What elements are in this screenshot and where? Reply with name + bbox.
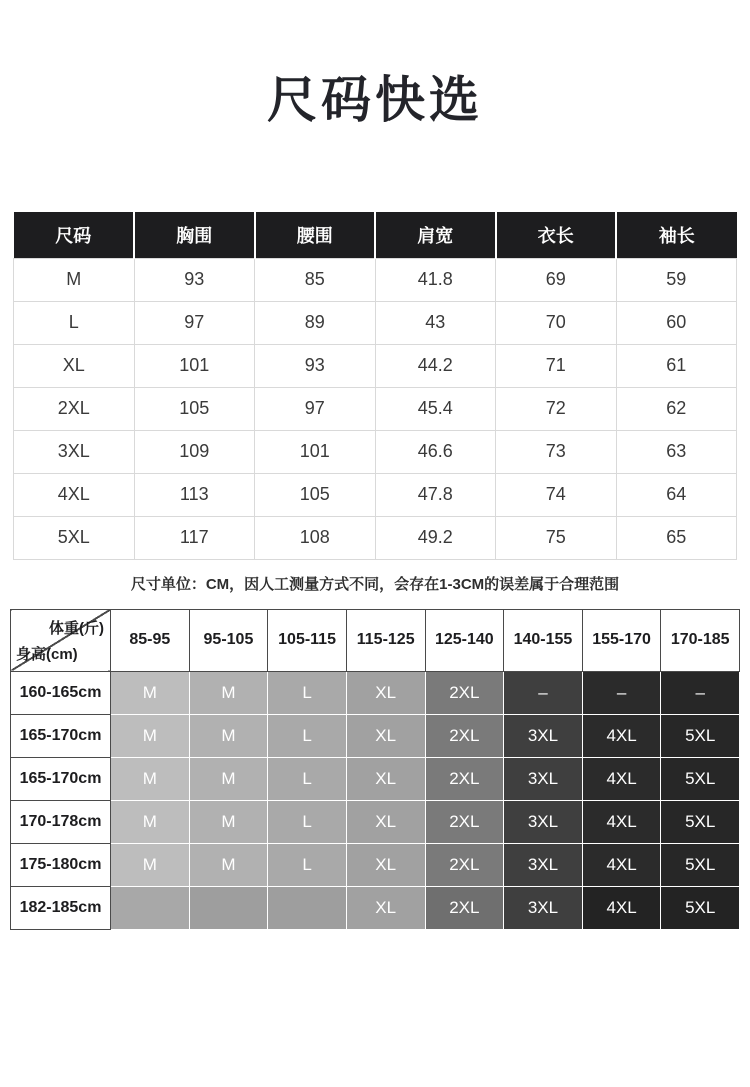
measurement-value-cell: 63 — [616, 430, 737, 473]
recommended-size-cell: 5XL — [661, 714, 740, 757]
measurement-value-cell: 60 — [616, 301, 737, 344]
matrix-header-row — [11, 609, 740, 671]
height-range-header: 170-178cm — [11, 800, 111, 843]
size-label-cell: 4XL — [14, 473, 135, 516]
recommended-size-cell: L — [268, 671, 347, 714]
size-measurements-table — [13, 212, 737, 560]
recommended-size-cell: M — [189, 800, 268, 843]
recommended-size-cell: L — [268, 843, 347, 886]
page-title: 尺码快选 — [267, 72, 483, 128]
recommended-size-cell — [268, 886, 347, 929]
weight-range-header: 140-155 — [504, 609, 583, 671]
matrix-row — [11, 671, 740, 714]
weight-range-header: 95-105 — [189, 609, 268, 671]
recommended-size-cell: XL — [346, 800, 425, 843]
size-table-row — [14, 387, 737, 430]
measurement-value-cell: 108 — [255, 516, 376, 559]
recommended-size-cell: 4XL — [582, 843, 661, 886]
measurement-value-cell: 49.2 — [375, 516, 496, 559]
recommended-size-cell: 4XL — [582, 714, 661, 757]
recommended-size-cell: M — [111, 671, 190, 714]
recommended-size-cell: XL — [346, 886, 425, 929]
measurement-value-cell: 41.8 — [375, 258, 496, 301]
measurement-value-cell: 113 — [134, 473, 255, 516]
size-recommendation-table — [10, 609, 740, 930]
height-range-header: 182-185cm — [11, 886, 111, 929]
height-range-header: 165-170cm — [11, 757, 111, 800]
matrix-row — [11, 886, 740, 929]
recommended-size-cell: XL — [346, 671, 425, 714]
measurement-value-cell: 85 — [255, 258, 376, 301]
size-table-row — [14, 344, 737, 387]
recommended-size-cell: 2XL — [425, 714, 504, 757]
recommended-size-cell: 4XL — [582, 757, 661, 800]
recommended-size-cell: 2XL — [425, 843, 504, 886]
size-table-column-header: 衣长 — [496, 212, 617, 258]
matrix-corner-cell — [11, 609, 111, 671]
recommended-size-cell: M — [111, 757, 190, 800]
size-label-cell: L — [14, 301, 135, 344]
recommended-size-cell: M — [111, 843, 190, 886]
measurement-value-cell: 93 — [255, 344, 376, 387]
recommended-size-cell: 5XL — [661, 886, 740, 929]
measurement-value-cell: 109 — [134, 430, 255, 473]
measurement-value-cell: 64 — [616, 473, 737, 516]
weight-range-header: 170-185 — [661, 609, 740, 671]
measurement-value-cell: 117 — [134, 516, 255, 559]
measurement-value-cell: 105 — [255, 473, 376, 516]
recommended-size-cell — [111, 886, 190, 929]
measurement-value-cell: 101 — [255, 430, 376, 473]
recommended-size-cell: M — [189, 843, 268, 886]
size-label-cell: M — [14, 258, 135, 301]
measurement-value-cell: 47.8 — [375, 473, 496, 516]
recommended-size-cell: 4XL — [582, 886, 661, 929]
size-label-cell: 3XL — [14, 430, 135, 473]
size-table-column-header: 尺码 — [14, 212, 135, 258]
recommended-size-cell — [189, 886, 268, 929]
recommended-size-cell: – — [504, 671, 583, 714]
weight-range-header: 105-115 — [268, 609, 347, 671]
recommended-size-cell: – — [661, 671, 740, 714]
recommended-size-cell: 3XL — [504, 800, 583, 843]
weight-axis-label: 体重(斤) — [49, 619, 104, 637]
weight-range-header: 85-95 — [111, 609, 190, 671]
recommended-size-cell: L — [268, 757, 347, 800]
recommended-size-cell: 2XL — [425, 800, 504, 843]
measurement-value-cell: 74 — [496, 473, 617, 516]
recommended-size-cell: 3XL — [504, 886, 583, 929]
recommended-size-cell: M — [189, 757, 268, 800]
measurement-value-cell: 46.6 — [375, 430, 496, 473]
measurement-value-cell: 97 — [134, 301, 255, 344]
measurement-value-cell: 45.4 — [375, 387, 496, 430]
recommended-size-cell: 5XL — [661, 757, 740, 800]
weight-range-header: 125-140 — [425, 609, 504, 671]
measurement-value-cell: 73 — [496, 430, 617, 473]
size-label-cell: XL — [14, 344, 135, 387]
size-table-column-header: 袖长 — [616, 212, 737, 258]
height-range-header: 175-180cm — [11, 843, 111, 886]
size-table-row — [14, 301, 737, 344]
measurement-value-cell: 62 — [616, 387, 737, 430]
height-range-header: 165-170cm — [11, 714, 111, 757]
measurement-value-cell: 71 — [496, 344, 617, 387]
measurement-value-cell: 89 — [255, 301, 376, 344]
recommended-size-cell: L — [268, 800, 347, 843]
measurement-value-cell: 43 — [375, 301, 496, 344]
recommended-size-cell: 2XL — [425, 757, 504, 800]
recommended-size-cell: 3XL — [504, 757, 583, 800]
recommended-size-cell: M — [111, 800, 190, 843]
recommended-size-cell: 3XL — [504, 843, 583, 886]
recommended-size-cell: 4XL — [582, 800, 661, 843]
recommended-size-cell: XL — [346, 757, 425, 800]
measurement-value-cell: 75 — [496, 516, 617, 559]
weight-range-header: 155-170 — [582, 609, 661, 671]
matrix-row — [11, 800, 740, 843]
matrix-row — [11, 714, 740, 757]
weight-range-header: 115-125 — [346, 609, 425, 671]
recommended-size-cell: XL — [346, 843, 425, 886]
size-table-header-row — [14, 212, 737, 258]
recommended-size-cell: M — [111, 714, 190, 757]
size-table-column-header: 肩宽 — [375, 212, 496, 258]
measurement-value-cell: 101 — [134, 344, 255, 387]
height-axis-label: 身高(cm) — [16, 645, 78, 663]
matrix-row — [11, 843, 740, 886]
measurement-value-cell: 69 — [496, 258, 617, 301]
measurement-value-cell: 65 — [616, 516, 737, 559]
recommended-size-cell: L — [268, 714, 347, 757]
size-label-cell: 5XL — [14, 516, 135, 559]
measurement-value-cell: 105 — [134, 387, 255, 430]
measurement-value-cell: 72 — [496, 387, 617, 430]
size-table-column-header: 胸围 — [134, 212, 255, 258]
measurement-value-cell: 97 — [255, 387, 376, 430]
recommended-size-cell: – — [582, 671, 661, 714]
size-label-cell: 2XL — [14, 387, 135, 430]
measurement-note: 尺寸单位：CM，因人工测量方式不同，会存在1-3CM的误差属于合理范围 — [130, 575, 620, 593]
height-range-header: 160-165cm — [11, 671, 111, 714]
recommended-size-cell: M — [189, 714, 268, 757]
recommended-size-cell: 2XL — [425, 671, 504, 714]
size-table-row — [14, 430, 737, 473]
recommended-size-cell: 2XL — [425, 886, 504, 929]
recommended-size-cell: 5XL — [661, 800, 740, 843]
size-table-row — [14, 258, 737, 301]
measurement-value-cell: 70 — [496, 301, 617, 344]
recommended-size-cell: XL — [346, 714, 425, 757]
measurement-value-cell: 44.2 — [375, 344, 496, 387]
measurement-value-cell: 61 — [616, 344, 737, 387]
size-table-row — [14, 516, 737, 559]
recommended-size-cell: M — [189, 671, 268, 714]
recommended-size-cell: 3XL — [504, 714, 583, 757]
matrix-row — [11, 757, 740, 800]
size-table-column-header: 腰围 — [255, 212, 376, 258]
measurement-value-cell: 59 — [616, 258, 737, 301]
size-table-row — [14, 473, 737, 516]
measurement-value-cell: 93 — [134, 258, 255, 301]
recommended-size-cell: 5XL — [661, 843, 740, 886]
